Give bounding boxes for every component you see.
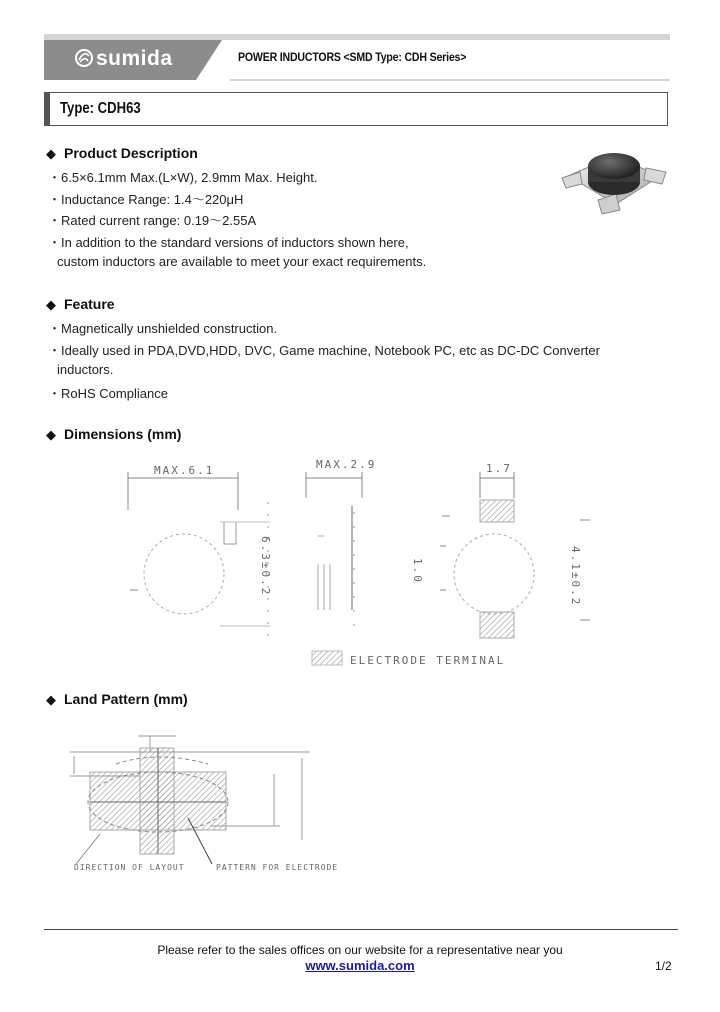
footer-note: Please refer to the sales offices on our website for a representative near you: [157, 943, 563, 957]
diamond-bullet-icon: ◆: [46, 297, 56, 312]
footer-rule: [44, 929, 678, 930]
desc-line: ・Inductance Range: 1.4～220μH: [48, 192, 244, 207]
feature-line: ・RoHS Compliance: [48, 386, 168, 401]
dim-max-height-label: MAX.2.9: [316, 458, 377, 471]
website-link[interactable]: www.sumida.com: [305, 958, 415, 973]
dim-max-width-label: MAX.6.1: [154, 464, 215, 477]
electrode-terminal-top: [480, 500, 514, 522]
land-pattern-drawing: [60, 722, 350, 882]
electrode-legend-swatch: [312, 651, 342, 665]
type-bar: [44, 92, 50, 126]
header-title: POWER INDUCTORS <SMD Type: CDH Series>: [238, 50, 467, 64]
inductor-product-image: [558, 138, 670, 218]
diamond-bullet-icon: ◆: [46, 692, 56, 707]
product-description-heading: ◆ Product Description: [46, 145, 198, 161]
desc-line: ・Rated current range: 0.19～2.55A: [48, 213, 257, 228]
electrode-terminal-label: ELECTRODE TERMINAL: [350, 654, 506, 667]
page-number: 1/2: [655, 959, 672, 973]
diamond-bullet-icon: ◆: [46, 146, 56, 161]
dim-terminal-span-label: 4.1±0.2: [569, 546, 582, 607]
dimensions-heading: ◆ Dimensions (mm): [46, 426, 182, 442]
feature-line: ・Magnetically unshielded construction.: [48, 321, 278, 336]
land-pad-center: [140, 748, 174, 854]
feature-heading: ◆ Feature: [46, 296, 115, 312]
desc-line: custom inductors are available to meet your exact requirements.: [57, 254, 427, 269]
feature-line: ・Ideally used in PDA,DVD,HDD, DVC, Game machine, Notebook PC, etc as DC-DC Converter: [48, 343, 600, 358]
desc-line: ・In addition to the standard versions of inductors shown here,: [48, 235, 409, 250]
diamond-bullet-icon: ◆: [46, 427, 56, 442]
land-pattern-heading: ◆ Land Pattern (mm): [46, 691, 188, 707]
feature-line: inductors.: [57, 362, 114, 377]
type-label: Type: CDH63: [60, 100, 141, 117]
land-electrode-label: PATTERN FOR ELECTRODE: [216, 863, 339, 872]
dim-length-label: 6.3±0.2: [259, 536, 272, 597]
sumida-logo-text: sumida: [96, 47, 173, 70]
desc-line: ・6.5×6.1mm Max.(L×W), 2.9mm Max. Height.: [48, 170, 318, 185]
dim-terminal-width-label: 1.7: [486, 462, 512, 475]
sumida-logo-icon: [74, 48, 94, 68]
land-direction-label: DIRECTION OF LAYOUT: [74, 863, 185, 872]
electrode-terminal-bottom: [480, 612, 514, 638]
dimensions-drawing: [110, 450, 610, 675]
dim-terminal-height-label: 1.0: [411, 558, 424, 584]
